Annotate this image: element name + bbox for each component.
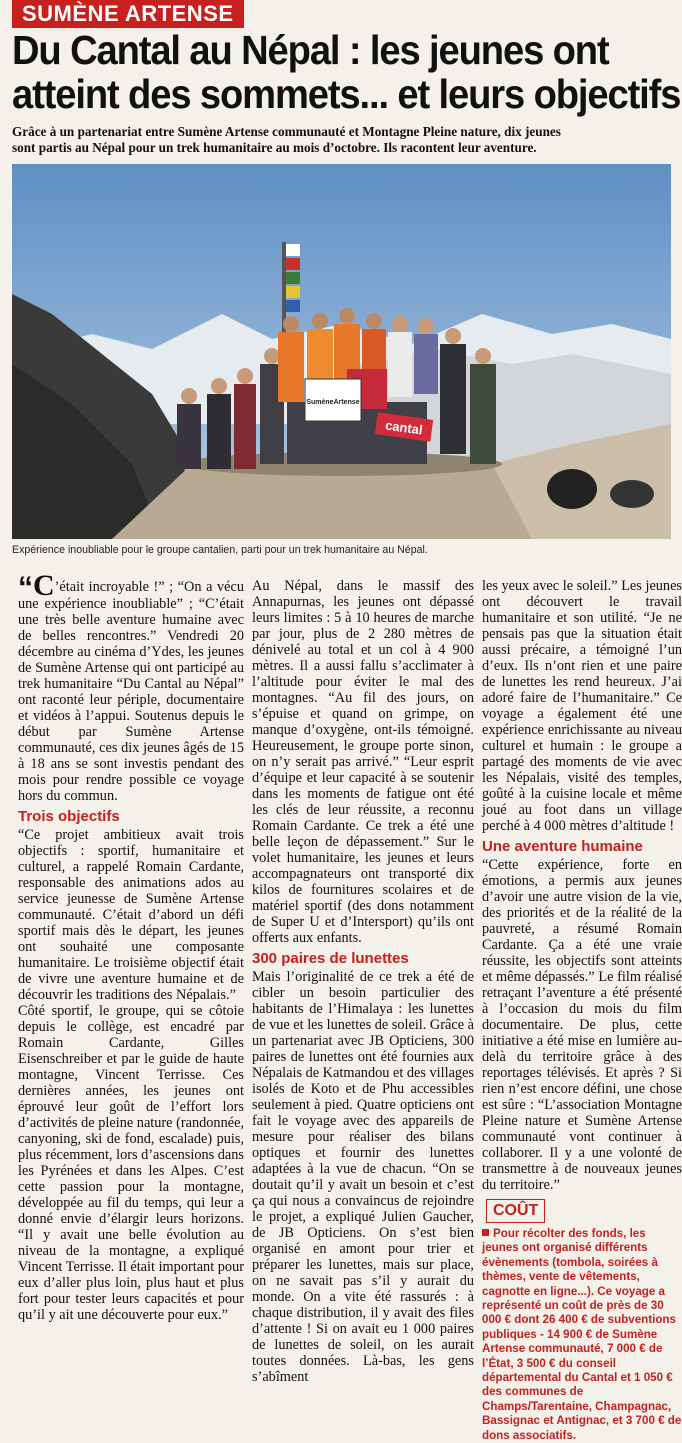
- subhead-300-paires: 300 paires de lunettes: [252, 950, 409, 967]
- intro-standfirst: [12, 124, 672, 155]
- intro-line-2: sont partis au Népal pour un trek humanitaire au mois d’octobre. Ils racontent leur aventure.: [12, 139, 537, 155]
- section-kicker: SUMÈNE ARTENSE: [12, 0, 244, 28]
- banner-sumene-artense: SumèneArtense: [306, 399, 360, 406]
- cost-box-title: COÛT: [486, 1199, 545, 1223]
- drop-letter: C: [33, 569, 55, 602]
- photo-caption: Expérience inoubliable pour le groupe cantalien, parti pour un trek humanitaire au Népal.: [12, 544, 428, 556]
- article-column-2: [252, 578, 474, 1400]
- paragraph: Mais l’originalité de ce trek a été de cibler un besoin particulier des habitants de l’Himalaya : les lunettes de vue et les lunettes de soleil. Grâce à un partenariat avec JB Opticiens, 300 paires de lunettes ont été fournies aux Népalais de Katmandou et des villages isolés de Koto et de Phu accessibles seulement à pied. Quatre opticiens ont fait le voyage avec des appareils de mesure pour réaliser des bilans optiques et fournir des lunettes adaptées à la vue de chacun. “On se doutait qu’il y avait un besoin et c’est ça qui nous a convaincus de rejoindre le projet, a expliqué Julien Gaucher, de JB Opticiens. On s’est bien organisé en amont pour trier et préparer les lunettes, mais sur place, on ne savait pas s’il y aurait du monde. On a vite été rassurés : à chaque distribution, il y avait des files d’attente ! Si on avait eu 1 000 paires de lunettes de soleil, on les aurait toutes données. Là-bas, les gens s’abîment: [252, 969, 474, 1385]
- group-photo: [12, 164, 671, 539]
- paragraph: “Cette expérience, forte en émotions, a permis aux jeunes d’avoir une autre vision de la vie, des priorités et de la réalité de la pauvreté, a résumé Romain Cardante. Ça a été une vraie réussite, les objectifs sont atteints et même dépassés.” Le film réalisé retraçant l’aventure a été présenté à l’occasion du mois du film documentaire. De plus, cette initiative a été mise en lumière au-delà du territoire grâce à des reportages télévisés. Et après ? Si rien n’est encore défini, une chose est sûre : “L’association Montagne Pleine nature et Sumène Artense communauté vont continuer à collaborer. Il y a une volonté de transmettre à de nouveaux jeunes du territoire.”: [482, 857, 682, 1193]
- article-column-3: [482, 578, 682, 1442]
- photo-illustration: [12, 164, 671, 539]
- paragraph: les yeux avec le soleil.” Les jeunes ont découvert le travail humanitaire et son utilité. “Je ne pensais pas que la situation était aussi précaire, a témoigné l’un d’eux. Ils n’ont rien et une paire de lunettes les rend heureux. J’ai adoré faire de l’humanitaire.” Ce voyage a également été une expérience enrichissante au niveau culturel et humain : le groupe a partagé des moments de vie avec les Népalais, visité des temples, goûté à la cuisine locale et même joué au foot dans un village perché à 4 000 mètres d’altitude !: [482, 578, 682, 834]
- article-column-1: [18, 569, 244, 1400]
- headline: [12, 27, 681, 117]
- cost-text-body: Pour récolter des fonds, les jeunes ont organisé différents évènements (tombola, soirées à thèmes, vente de vêtements, cagnotte en ligne...). Ce voyage a représenté un coût de près de 30 000 € dont 26 400 € de subventions publiques - 14 900 € de Sumène Artense communauté, 7 000 € de l’État, 3 500 € du conseil départemental du Cantal et 1 050 € des communes de Champs/Tarentaine, Champagnac, Bassignac et Antignac, et 3 700 € de dons associatifs.: [482, 1227, 682, 1442]
- headline-line-2: atteint des sommets... et leurs objectifs: [12, 71, 681, 117]
- banner-cantal: cantal: [384, 417, 424, 438]
- paragraph-text: ’était incroyable !” ; “On a vécu une expérience inoubliable” ; “C’était une très belle aventure humaine avec de belles rencontres.” Vendredi 20 décembre au cinéma d’Ydes, les jeunes de Sumène Artense qui ont participé au trek humanitaire “Du Cantal au Népal” ont raconté leur périple, documentaire et vidéos à l’appui. Soutenus depuis le début par Sumène Artense communauté, ces dix jeunes âgés de 15 à 18 ans se sont investis pendant des mois pour rendre possible ce voyage hors du commun.: [18, 579, 244, 804]
- paragraph: Côté sportif, le groupe, qui se côtoie depuis le collège, est encadré par Romain Cardante, Gilles Eisenschreiber et par le guide de haute montagne, Vincent Terrisse. Ces dernières années, les jeunes ont éprouvé leur goût de l’effort lors d’activités de pleine nature (randonnée, canyoning, ski de fond, escalade) puis, plus récemment, lors d’ascensions dans les Pyrénées et dans les Alpes. C’est cette passion pour la montagne, développée au fil du temps, qui leur a donné envie d’élargir leurs horizons. “Il y avait une belle évolution au niveau de la montagne, a expliqué Vincent Terrisse. Il était important pour eux d’aller plus loin, plus haut et plus fort pour tester leurs capacités et pour qu’il y ait une découverte pour eux.”: [18, 1003, 244, 1323]
- bullet-icon: [482, 1229, 489, 1236]
- opening-quote-mark: “: [18, 571, 33, 604]
- headline-line-1: Du Cantal au Népal : les jeunes ont: [12, 27, 609, 73]
- subhead-trois-objectifs: Trois objectifs: [18, 808, 120, 825]
- paragraph: [18, 569, 244, 804]
- paragraph: “Ce projet ambitieux avait trois objectifs : sportif, humanitaire et culturel, a rappelé Romain Cardante, responsable des animations ados au service jeunesse de Sumène Artense communauté. C’était d’abord un défi sportif mais dès le départ, les jeunes ont souhaité une composante humanitaire. Le troisième objectif était de vivre une aventure humaine et de découvrir les traditions des Népalais.”: [18, 827, 244, 1003]
- paragraph: Au Népal, dans le massif des Annapurnas, les jeunes ont dépassé leurs limites : 5 à 10 heures de marche par jour, plus de 2 280 mètres de dénivelé au total et un col à 4 900 mètres. Il a aussi fallu s’acclimater à l’altitude pour éviter le mal des montagnes. “Au fil des jours, on s’épuise et quand on grimpe, on manque d’oxygène, ont-ils témoigné. Heureusement, le groupe porte sinon, on n’y serait pas arrivé.” “Leur esprit d’équipe et leur capacité à se soutenir dans les moments de fatigue ont été les clés de leur réussite, a reconnu Romain Cardante. Ce trek a été une belle leçon de dépassement.” Sur le volet humanitaire, les jeunes et leurs accompagnateurs ont transporté dix kilos de fournitures scolaires et de matériel sportif (des dons notamment de Super U et d’Intersport) qu’ils ont offerts aux enfants.: [252, 578, 474, 946]
- cost-text: [482, 1227, 682, 1443]
- subhead-aventure-humaine: Une aventure humaine: [482, 838, 643, 855]
- intro-line-1: Grâce à un partenariat entre Sumène Artense communauté et Montagne Pleine nature, dix jeunes: [12, 124, 561, 139]
